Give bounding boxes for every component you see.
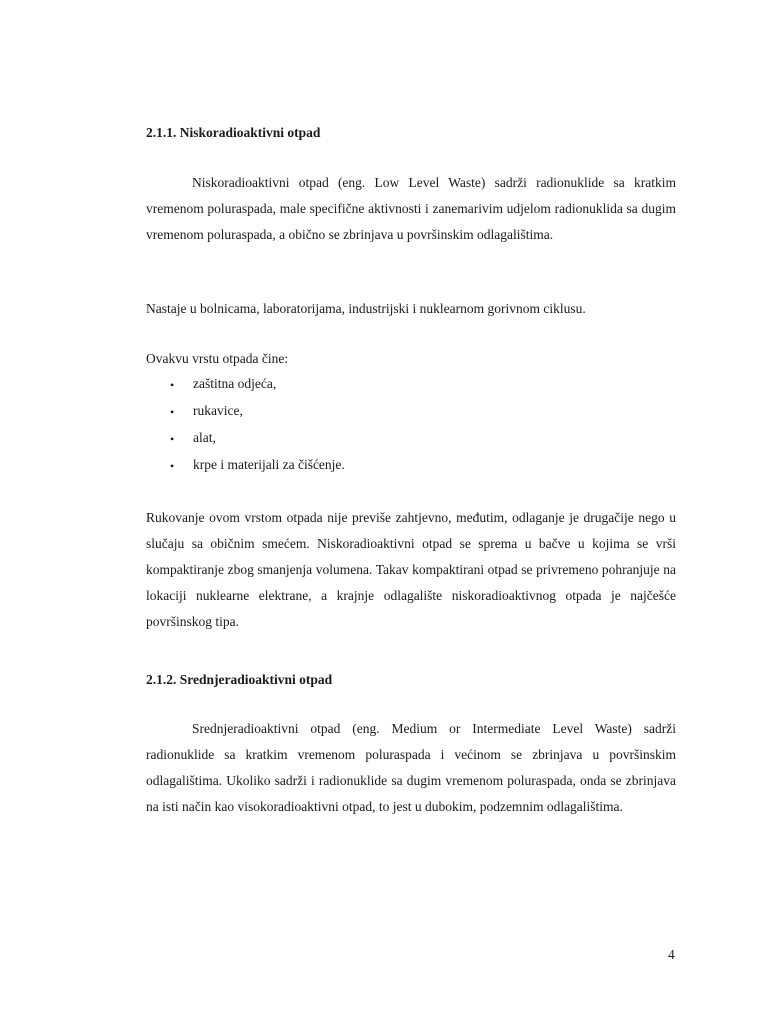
section-heading-low-level-waste: 2.1.1. Niskoradioaktivni otpad (146, 125, 321, 140)
page-number: 4 (668, 947, 675, 962)
bullet-icon: • (170, 459, 175, 473)
list-intro: Ovakvu vrstu otpada čine: (146, 351, 289, 366)
bullet-icon: • (170, 432, 175, 446)
document-page (146, 0, 676, 1024)
bullet-icon: • (170, 378, 175, 392)
list-item-text: rukavice, (193, 403, 243, 418)
paragraph-low-level-origin: Nastaje u bolnicama, laboratorijama, industrijski i nuklearnom gorivnom ciklusu. (146, 301, 586, 316)
list-item-text: zaštitna odjeća, (193, 376, 277, 391)
paragraph-intermediate-level-definition: Srednjeradioaktivni otpad (eng. Medium or Intermediate Level Waste) sadrži radionuklide sa kratkim vremenom poluraspada i većinom se zbrinjava u površinskim odlagalištima. Ukoliko sadrži i radionuklide sa dugim vremenom poluraspada, onda se zbrinjava na isti način kao visokoradioaktivni otpad, to jest u dubokim, podzemnim odlagalištima. (146, 721, 676, 814)
bullet-icon: • (170, 405, 175, 419)
list-item-text: alat, (193, 430, 216, 445)
list-item-text: krpe i materijali za čišćenje. (193, 457, 345, 472)
section-heading-intermediate-level-waste: 2.1.2. Srednjeradioaktivni otpad (146, 672, 333, 687)
paragraph-low-level-handling: Rukovanje ovom vrstom otpada nije previše zahtjevno, međutim, odlaganje je drugačije nego u slučaju sa običnim smećem. Niskoradioaktivni otpad se sprema u bačve u kojima se vrši kompaktiranje zbog smanjenja volumena. Takav kompaktirani otpad se privremeno pohranjuje na lokaciji nuklearne elektrane, a krajnje odlagalište niskoradioaktivnog otpada je najčešće površinskog tipa. (146, 510, 676, 629)
paragraph-low-level-definition: Niskoradioaktivni otpad (eng. Low Level Waste) sadrži radionuklide sa kratkim vremenom poluraspada, male specifične aktivnosti i zanemarivim udjelom radionuklida sa dugim vremenom poluraspada, a obično se zbrinjava u površinskim odlagalištima. (146, 175, 676, 242)
